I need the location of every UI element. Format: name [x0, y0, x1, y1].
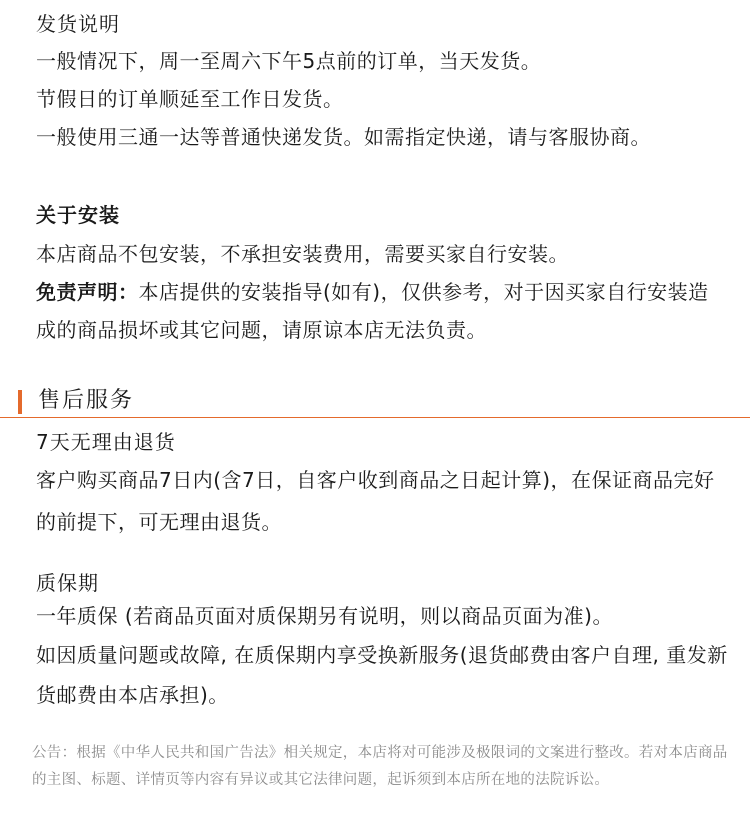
shipping-line-3: 一般使用三通一达等普通快递发货。如需指定快递，请与客服协商。	[36, 125, 651, 149]
disclaimer-label: 免责声明：	[36, 280, 139, 304]
disclaimer-text: 本店提供的安装指导(如有)，仅供参考，对于因买家自行安装造成的商品损坏或其它问题，请原谅本店无法负责。	[36, 280, 709, 342]
returns-title: 7天无理由退货	[36, 430, 176, 454]
after-sales-title: 售后服务	[38, 388, 135, 413]
warranty-line-2: 如因质量问题或故障, 在质保期内享受换新服务(退货邮费由客户自理, 重发新货邮费由本店承担)。	[36, 643, 728, 707]
installation-line-1: 本店商品不包安装，不承担安装费用，需要买家自行安装。	[36, 242, 569, 266]
installation-title: 关于安装	[36, 203, 120, 227]
legal-notice: 公告：根据《中华人民共和国广告法》相关规定，本店将对可能涉及极限词的文案进行整改。若对本店商品的主图、标题、详情页等内容有异议或其它法律问题，起诉须到本店所在地的法院诉讼。	[32, 745, 728, 788]
warranty-line-1: 一年质保 (若商品页面对质保期另有说明，则以商品页面为准)。	[36, 604, 613, 628]
shipping-title: 发货说明	[36, 12, 120, 36]
after-sales-section-header	[0, 386, 750, 418]
installation-disclaimer	[36, 273, 726, 349]
returns-text: 客户购买商品7日内(含7日，自客户收到商品之日起计算)，在保证商品完好的前提下，可无理由退货。	[36, 468, 715, 534]
shipping-line-1: 一般情况下，周一至周六下午5点前的订单，当天发货。	[36, 49, 542, 73]
shipping-line-2: 节假日的订单顺延至工作日发货。	[36, 87, 344, 111]
section-accent-bar	[18, 390, 22, 414]
warranty-title: 质保期	[36, 571, 99, 595]
